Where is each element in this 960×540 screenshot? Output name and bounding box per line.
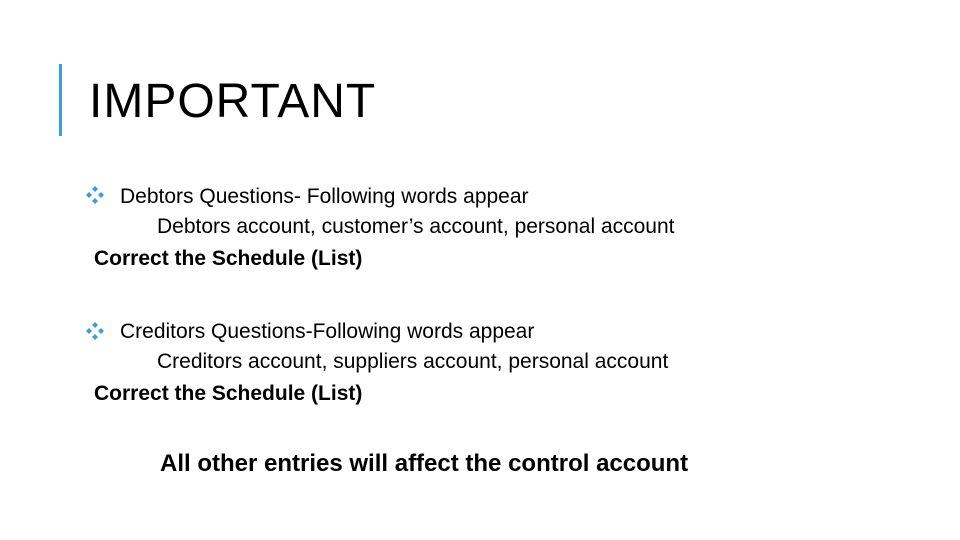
four-diamond-bullet-icon xyxy=(85,321,105,341)
slide-title: IMPORTANT xyxy=(89,75,377,128)
debtors-detail: Debtors account, customer’s account, personal account xyxy=(157,215,675,238)
creditors-heading: Creditors Questions-Following words appear xyxy=(120,320,535,343)
creditors-detail: Creditors account, suppliers account, personal account xyxy=(157,350,669,373)
debtors-instruction: Correct the Schedule (List) xyxy=(94,247,363,270)
title-accent-bar xyxy=(59,64,62,136)
four-diamond-bullet-icon xyxy=(85,185,105,205)
creditors-instruction: Correct the Schedule (List) xyxy=(94,382,363,405)
debtors-heading: Debtors Questions- Following words appear xyxy=(120,185,529,208)
control-account-note: All other entries will affect the control account xyxy=(160,450,689,477)
